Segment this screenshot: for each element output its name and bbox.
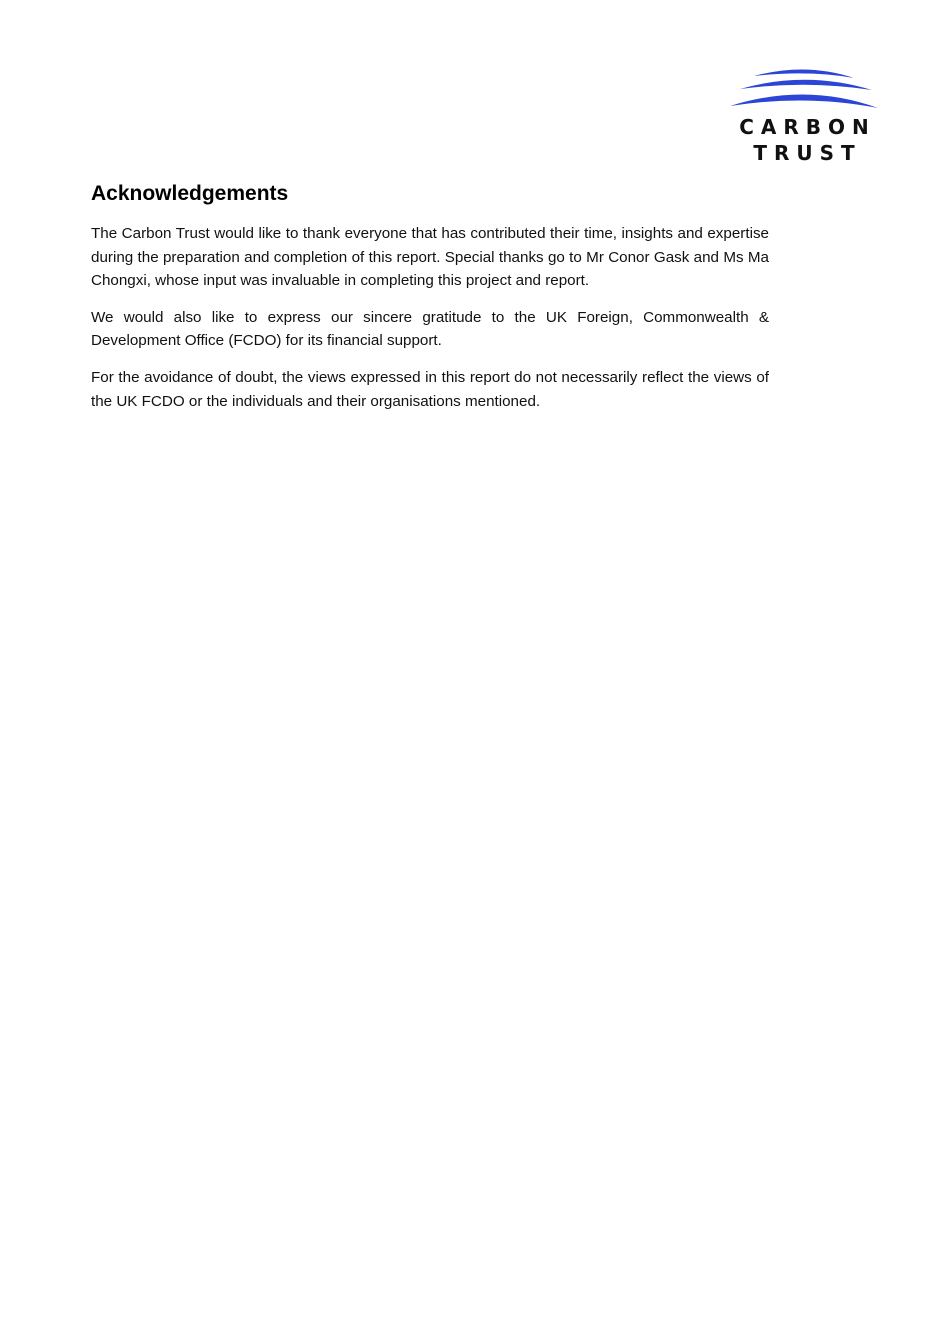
logo-text-carbon: CARBON: [739, 115, 876, 139]
paragraph-gratitude: We would also like to express our sincere gratitude to the UK Foreign, Commonwealth & Development Office (FCDO) for its financial support.: [91, 308, 769, 350]
paragraph-thanks: The Carbon Trust would like to thank everyone that has contributed their time, insights and expertise during the preparation and completion of this report. Special thanks go to Mr Conor Gask and Ms Ma Chongxi, whose input was invaluable in completing this project and report.: [91, 225, 769, 290]
logo-text-trust: TRUST: [753, 141, 862, 165]
carbon-trust-swoosh-icon: [726, 64, 882, 112]
document-body: [91, 180, 769, 426]
page-title: Acknowledgements: [91, 182, 289, 205]
paragraph-disclaimer: For the avoidance of doubt, the views expressed in this report do not necessarily reflect the views of the UK FCDO or the individuals and their organisations mentioned.: [91, 368, 769, 410]
carbon-trust-logo: [726, 64, 882, 166]
